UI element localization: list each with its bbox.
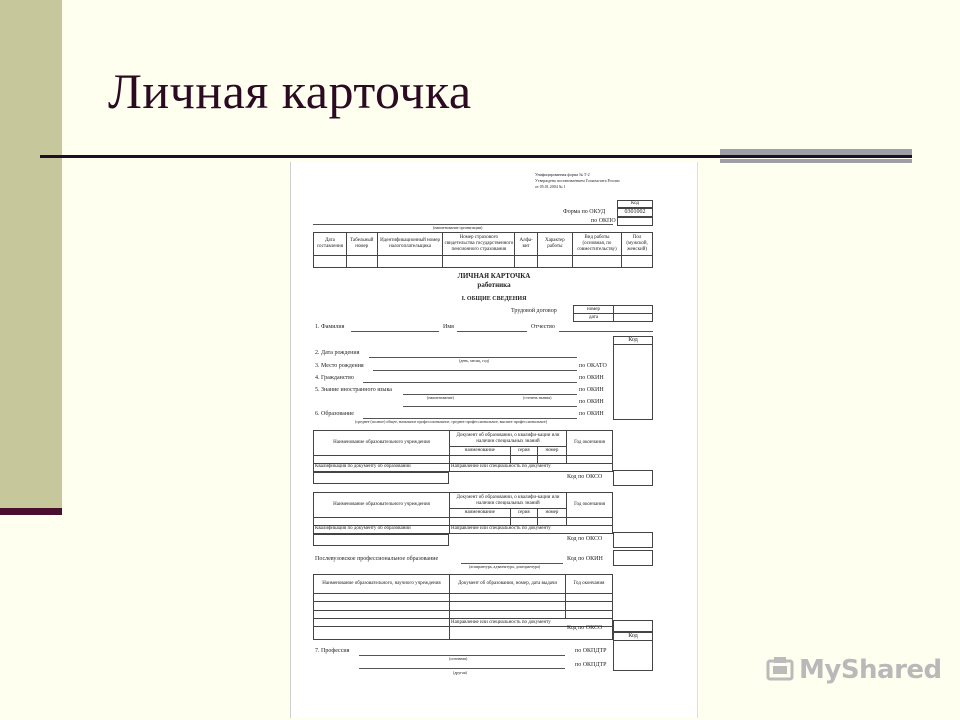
citizenship-line — [363, 382, 577, 383]
contract-label: Трудовой договор — [511, 308, 557, 314]
birth-place-label: 3. Место рождения — [315, 363, 364, 369]
profession-kod-column — [613, 641, 653, 671]
th-alphabet: Алфа-вит — [515, 233, 538, 256]
post-cell — [450, 602, 566, 610]
okud-value: 0301002 — [617, 208, 653, 217]
edu2-sub-series: серия — [510, 509, 537, 517]
profession-okpdtr-2: по ОКПДТР — [575, 662, 607, 668]
edu1-cell — [537, 455, 566, 463]
edu1-okso-box — [613, 470, 653, 486]
post-direction: Направление или специальность по документу — [450, 618, 613, 626]
post-okso-box — [613, 620, 653, 632]
edu2-cell — [450, 517, 511, 525]
name-line — [457, 331, 527, 332]
language-okin-2: по ОКИН — [579, 399, 604, 405]
edu2-cell — [314, 517, 450, 525]
post-cell — [314, 593, 450, 601]
education-table-2 — [313, 492, 613, 534]
edu2-col-institution: Наименование образовательного учреждения — [314, 493, 450, 518]
post-cell — [566, 610, 613, 618]
td-snils — [443, 255, 515, 267]
surname-label: 1. Фамилия — [315, 324, 345, 330]
edu2-okso-box — [613, 532, 653, 548]
left-accent-bar — [0, 0, 62, 515]
post-cell — [314, 610, 450, 618]
education-caption: (среднее (полное) общее, начальное профессиональное, среднее профессиональное, высшее профессиональное) — [355, 419, 547, 424]
language-label: 5. Знание иностранного языка — [315, 387, 392, 393]
left-accent-bar-foot — [0, 508, 62, 515]
citizenship-label: 4. Гражданство — [315, 375, 354, 381]
birth-date-caption: (день, месяц, год) — [459, 358, 490, 363]
birth-date-label: 2. Дата рождения — [315, 350, 360, 356]
contract-date-label: дата — [574, 314, 614, 322]
language-caption-level: (степень знания) — [523, 395, 552, 400]
okud-label: Форма по ОКУД — [563, 209, 606, 215]
edu1-cell — [314, 455, 450, 463]
th-work-type: Вид работы (основная, по совместительству) — [572, 233, 621, 256]
language-caption-name: (наименование) — [427, 395, 454, 400]
td-work-type — [572, 255, 621, 267]
edu1-sub-number: номер — [537, 447, 566, 455]
edu2-sub-name: наименование — [450, 509, 511, 517]
post-cell — [314, 602, 450, 610]
form-header-line1: Унифицированная форма № Т-2 — [535, 172, 590, 177]
edu2-qualification: Квалификация по документу об образовании — [314, 525, 450, 533]
profession-label: 7. Профессия — [315, 648, 350, 654]
edu2-sub-number: номер — [537, 509, 566, 517]
form-title: ЛИЧНАЯ КАРТОЧКА — [457, 272, 531, 280]
language-okin: по ОКИН — [579, 387, 604, 393]
td-alphabet — [515, 255, 538, 267]
okato-label: по ОКАТО — [579, 363, 607, 369]
td-sex — [622, 255, 653, 267]
edu2-cell — [537, 517, 566, 525]
name-label: Имя — [443, 324, 454, 330]
okpo-label: по ОКПО — [591, 218, 616, 224]
patronymic-label: Отчество — [531, 324, 555, 330]
fields-kod-column — [613, 345, 653, 420]
form-subtitle: работника — [477, 281, 511, 289]
post-cell — [314, 618, 450, 626]
edu1-col-institution: Наименование образовательного учреждения — [314, 431, 450, 456]
org-caption: (наименование организации) — [433, 225, 483, 230]
profession-okpdtr-1: по ОКПДТР — [575, 648, 607, 654]
title-rule — [40, 155, 912, 158]
education-label: 6. Образование — [315, 411, 354, 417]
edu1-col-document: Документ об образовании, о квалифи-кации или наличии специальных знаний — [450, 431, 567, 447]
edu1-sub-series: серия — [510, 447, 537, 455]
edu1-col-year: Год окончания — [567, 431, 613, 456]
edu2-cell — [510, 517, 537, 525]
post-cell — [450, 593, 566, 601]
th-date: Дата составления — [314, 233, 347, 256]
td-work-nature — [537, 255, 572, 267]
contract-number-label: номер — [574, 306, 614, 314]
edu2-cell — [567, 517, 613, 525]
td-tabel — [346, 255, 377, 267]
postgrad-caption: (аспирантура, адъюнктура, докторантура) — [469, 564, 541, 569]
citizenship-okin: по ОКИН — [579, 375, 604, 381]
td-inn — [377, 255, 443, 267]
edu1-cell — [510, 455, 537, 463]
edu2-okso: Код по ОКСО — [567, 536, 603, 542]
edu1-cell — [567, 455, 613, 463]
post-cell — [566, 602, 613, 610]
okpo-value-box — [617, 217, 653, 226]
edu2-direction: Направление или специальность по документу — [450, 525, 613, 533]
postgrad-okin-box — [613, 550, 653, 566]
edu1-okso: Код по ОКСО — [567, 474, 603, 480]
post-cell — [314, 627, 450, 640]
th-work-nature: Характер работы — [537, 233, 572, 256]
form-header-line2: Утверждена постановлением Госкомстата России — [535, 178, 620, 183]
edu2-col-document: Документ об образовании, о квалифи-кации или наличии специальных знаний — [450, 493, 567, 509]
title-accent-block-lower — [720, 159, 912, 163]
watermark-text: MyShared — [799, 655, 942, 685]
th-inn: Идентификационный номер налогоплательщика — [377, 233, 443, 256]
edu1-cell — [450, 455, 511, 463]
post-cell — [450, 610, 566, 618]
profession-caption-1: (основная) — [449, 656, 468, 661]
section-general: I. ОБЩИЕ СВЕДЕНИЯ — [461, 296, 527, 302]
form-t2-document — [290, 162, 698, 718]
surname-line — [351, 331, 439, 332]
contract-number-value — [614, 306, 653, 314]
profession-line-2 — [359, 668, 565, 669]
contract-table — [573, 305, 653, 322]
form-header-line3: от 05.01.2004 № 1 — [535, 184, 566, 189]
edu1-direction: Направление или специальность по документу — [450, 463, 613, 471]
post-col-year: Год окончания — [566, 575, 613, 594]
edu1-sub-name: наименование — [450, 447, 511, 455]
postgrad-okin: Код по ОКИН — [567, 556, 603, 562]
okud-kod-header: Код — [617, 200, 653, 208]
myshared-logo-icon — [765, 655, 795, 685]
edu2-qualification-value — [313, 534, 449, 546]
slide-title: Личная карточка — [108, 63, 472, 119]
post-cell — [566, 593, 613, 601]
patronymic-line — [559, 331, 653, 332]
postgrad-label: Послевузовское профессиональное образование — [315, 556, 439, 562]
th-sex: Пол (мужской, женский) — [622, 233, 653, 256]
myshared-watermark — [765, 655, 942, 685]
edu1-qualification: Квалификация по документу об образовании — [314, 463, 450, 471]
contract-date-value — [614, 314, 653, 322]
profession-caption-2: (другая) — [453, 670, 467, 675]
fields-kod-header: Код — [613, 336, 653, 345]
edu1-qualification-value — [313, 472, 449, 484]
th-tabel: Табельный номер — [346, 233, 377, 256]
language-line-2 — [403, 406, 577, 407]
edu2-col-year: Год окончания — [567, 493, 613, 518]
post-col-institution: Наименование образовательного, научного учреждения — [314, 575, 450, 594]
top-info-table — [313, 232, 653, 268]
birth-place-line — [373, 370, 577, 371]
th-snils: Номер страхового свидетельства государственного пенсионного страхования — [443, 233, 515, 256]
education-table-1 — [313, 430, 613, 472]
post-okso: Код по ОКСО — [567, 625, 603, 631]
td-date — [314, 255, 347, 267]
post-col-document: Документ об образовании, номер, дата выдачи — [450, 575, 566, 594]
profession-kod-header: Код — [613, 632, 653, 641]
education-okin: по ОКИН — [579, 411, 604, 417]
